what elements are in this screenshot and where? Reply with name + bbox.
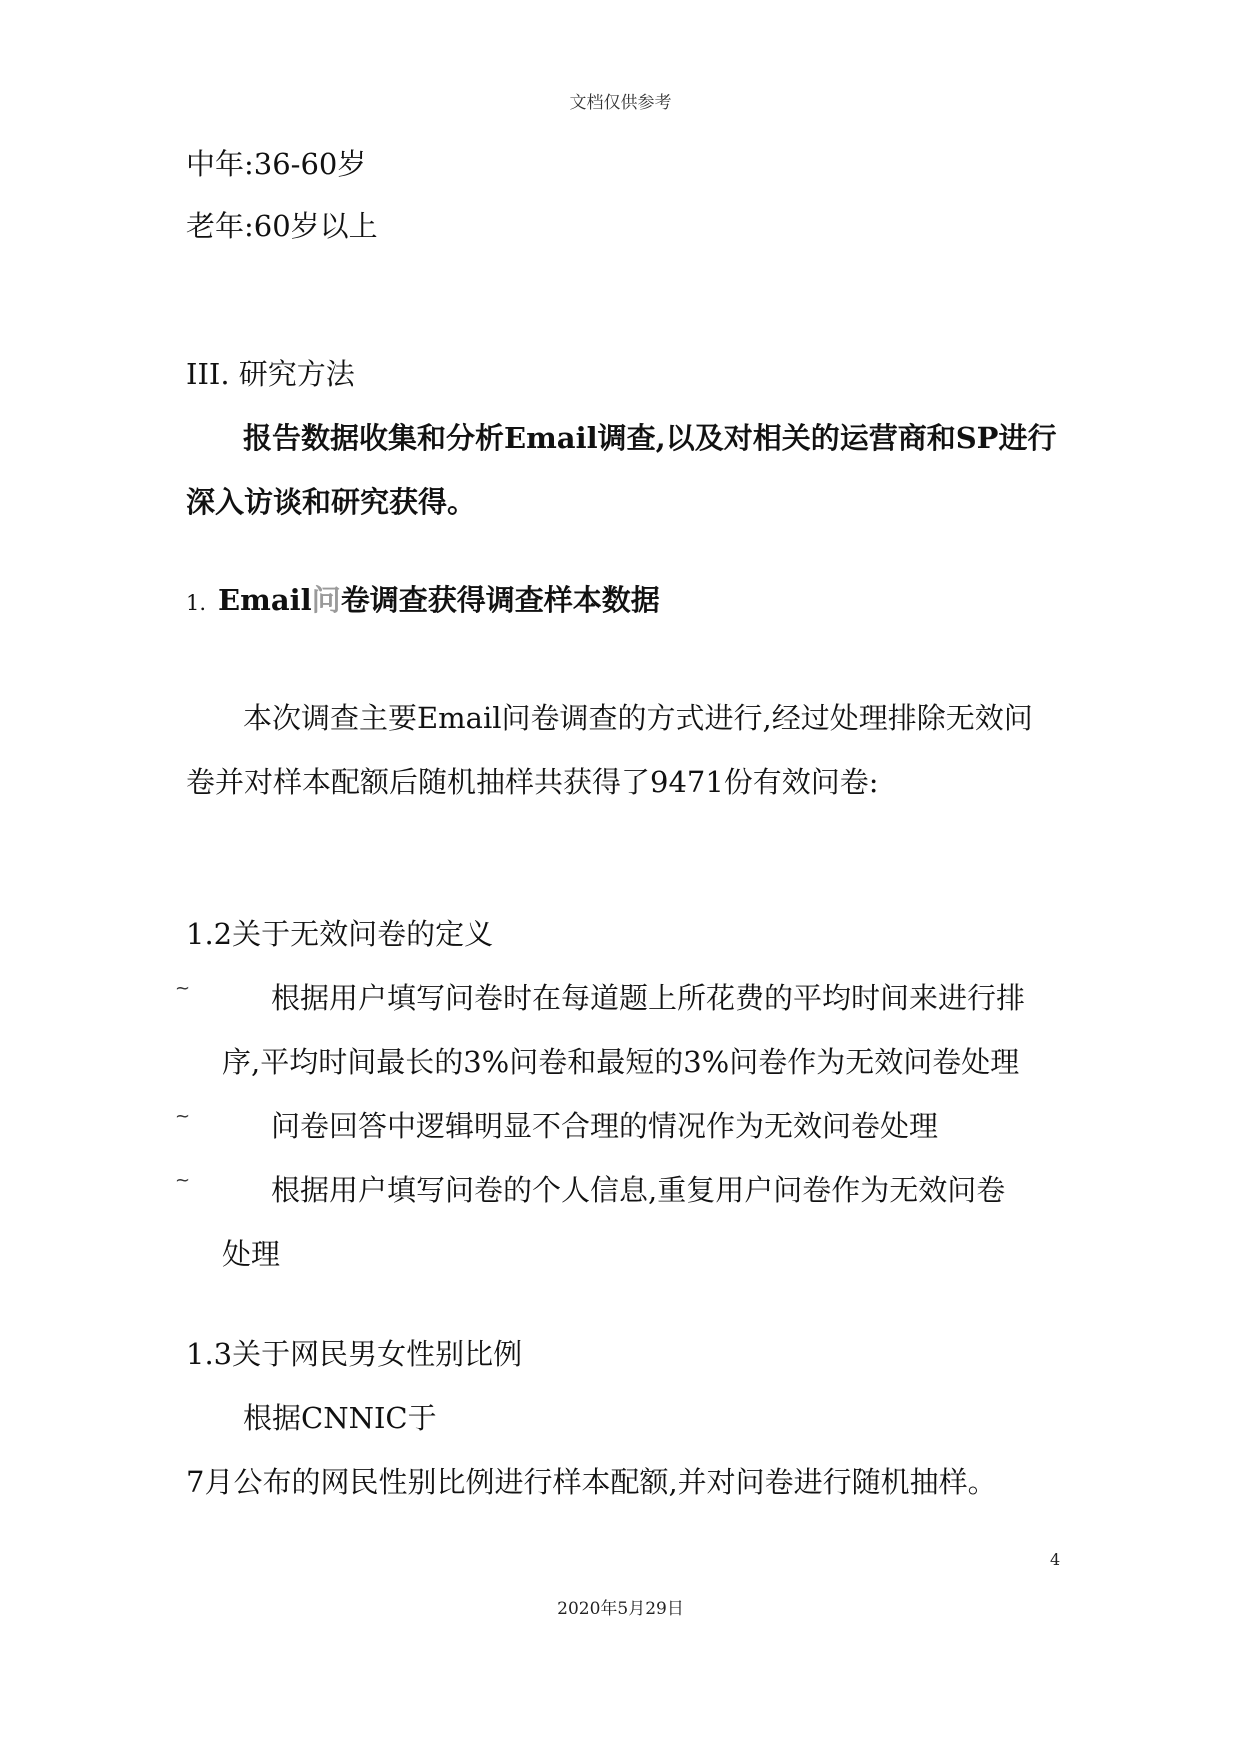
- bullet-3-line-2: 处理: [222, 1237, 281, 1271]
- age-group-middle: 中年:36-60岁: [186, 147, 367, 181]
- bullet-3-line-1: 根据用户填写问卷的个人信息,重复用户问卷作为无效问卷: [271, 1173, 1006, 1207]
- subsection-1-number: 1.: [186, 591, 207, 615]
- page-footer-date: 2020年5月29日: [557, 1599, 684, 1619]
- bullet-1-line-1: 根据用户填写问卷时在每道题上所花费的平均时间来进行排: [271, 981, 1026, 1015]
- section-3-heading: III. 研究方法: [186, 357, 355, 391]
- subsection-1-3-body-line-2: 7月公布的网民性别比例进行样本配额,并对问卷进行随机抽样。: [186, 1465, 997, 1499]
- section-3-intro-line-2: 深入访谈和研究获得。: [186, 485, 477, 519]
- bullet-1-line-2: 序,平均时间最长的3%问卷和最短的3%问卷作为无效问卷处理: [222, 1045, 1020, 1079]
- bullet-marker: ~: [175, 978, 191, 999]
- subsection-1-title-dim: 问: [311, 583, 341, 617]
- page-header: 文档仅供参考: [569, 93, 672, 113]
- subsection-1-3-heading: 1.3关于网民男女性别比例: [186, 1337, 523, 1371]
- subsection-1-title-rest: 卷调查获得调查样本数据: [340, 583, 660, 617]
- section-3-intro-line-1: 报告数据收集和分析Email调查,以及对相关的运营商和SP进行: [243, 421, 1057, 455]
- subsection-1-title-prefix: Email: [218, 583, 312, 617]
- subsection-1-3-body-line-1: 根据CNNIC于: [243, 1401, 437, 1435]
- page-number: 4: [1050, 1550, 1061, 1569]
- age-group-old: 老年:60岁以上: [186, 209, 378, 243]
- subsection-1-body-line-2: 卷并对样本配额后随机抽样共获得了9471份有效问卷:: [186, 765, 879, 799]
- bullet-marker: ~: [175, 1106, 191, 1127]
- subsection-1-2-heading: 1.2关于无效问卷的定义: [186, 917, 494, 951]
- bullet-marker: ~: [175, 1170, 191, 1191]
- subsection-1-body-line-1: 本次调查主要Email问卷调查的方式进行,经过处理排除无效问: [243, 701, 1033, 735]
- bullet-2-line-1: 问卷回答中逻辑明显不合理的情况作为无效问卷处理: [271, 1109, 939, 1143]
- subsection-1-heading: [186, 582, 660, 621]
